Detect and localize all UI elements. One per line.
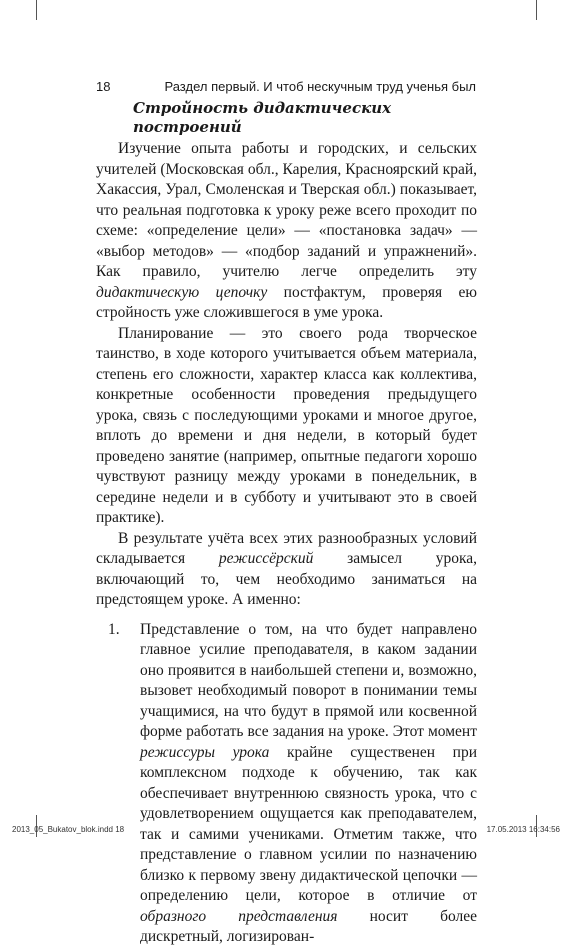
list-item-emphasis-2: образного представления: [140, 907, 338, 925]
heading-line-2: построений: [133, 118, 242, 136]
section-title: Раздел первый. И чтоб нескучным труд ученья был: [164, 79, 476, 94]
list-item-text-a: Представление о том, на что будет направлено главное усилие преподавателя, в каком задании оно проявится в наибольшей степени и, возможно, вызовет необходимый поворот в понимании темы учащимися, на что будут в прямой или косвенной форме работать все задания на уроке. Этот момент: [140, 620, 477, 740]
paragraph-2: Планирование — это своего рода творческое таинство, в ходе которого учитывается объем материала, степень его сложности, характер класса как коллектива, конкретные особенности проведения предыдущего урока, связь с последующими уроками и многое другое, вплоть до времени и дня недели, в который будет проведено занятие (например, опытные педагоги хорошо чувствуют разницу между уроками в понедельник, в середине недели и в субботу и учитывают это в своей практике).: [96, 324, 477, 526]
crop-mark-top-left: [36, 0, 37, 20]
crop-mark-top-right: [536, 0, 537, 20]
paragraph-3-emphasis: режиссёрский: [218, 550, 314, 567]
print-slug: [12, 825, 560, 837]
list-item-emphasis-1: режиссуры урока: [140, 743, 270, 761]
paragraph-3-text-b: замысел урока, включающий то, чем необходимо заниматься на предстоящем уроке. А именно:: [96, 550, 478, 608]
list-item-text-c: носит более дискретный, логизирован-: [140, 907, 477, 945]
page-number: 18: [96, 79, 111, 94]
numbered-list: [96, 620, 477, 948]
paragraph-3-text-a: В результате учёта всех этих разнообразных условий складывается: [96, 529, 477, 567]
list-item-text-b: крайне существенен при комплексном подходе к обучению, так как обеспечивает внутреннюю связность урока, что с удовлетворением ощущается как преподавателем, так и самими учениками. Отметим также, что представление о главном усилии по назначению близко к первому звену дидактической цепочки — определению цели, которое в отличие от: [140, 743, 477, 904]
list-item: [96, 620, 477, 948]
paragraph-3: [96, 529, 477, 611]
slug-timestamp: 17.05.2013 16:34:56: [486, 825, 560, 834]
paragraph-1-text-a: Изучение опыта работы и городских, и сельских учителей (Московская обл., Карелия, Красноярский край, Хакасcия, Урал, Смоленская и Тверская обл.) показывает, что реальная подготовка к уроку реже всего проходит по схеме: «определение цели» — «постановка задач» — «выбор методов» — «подбор заданий и упражнений». Как правило, учителю легче определить эту: [96, 140, 477, 280]
paragraph-1-text-b: постфактум, проверяя ею стройность уже сложившегося в уме урока.: [96, 283, 477, 321]
paragraph-1-emphasis: дидактическую цепочку: [96, 283, 268, 301]
slug-filename: 2013_05_Bukatov_blok.indd 18: [12, 825, 125, 834]
heading-line-1: Стройность дидактических: [133, 99, 392, 117]
list-item-number: 1.: [108, 620, 120, 638]
section-heading: [133, 99, 453, 137]
paragraph-1: [96, 139, 477, 324]
running-head: [96, 79, 476, 97]
